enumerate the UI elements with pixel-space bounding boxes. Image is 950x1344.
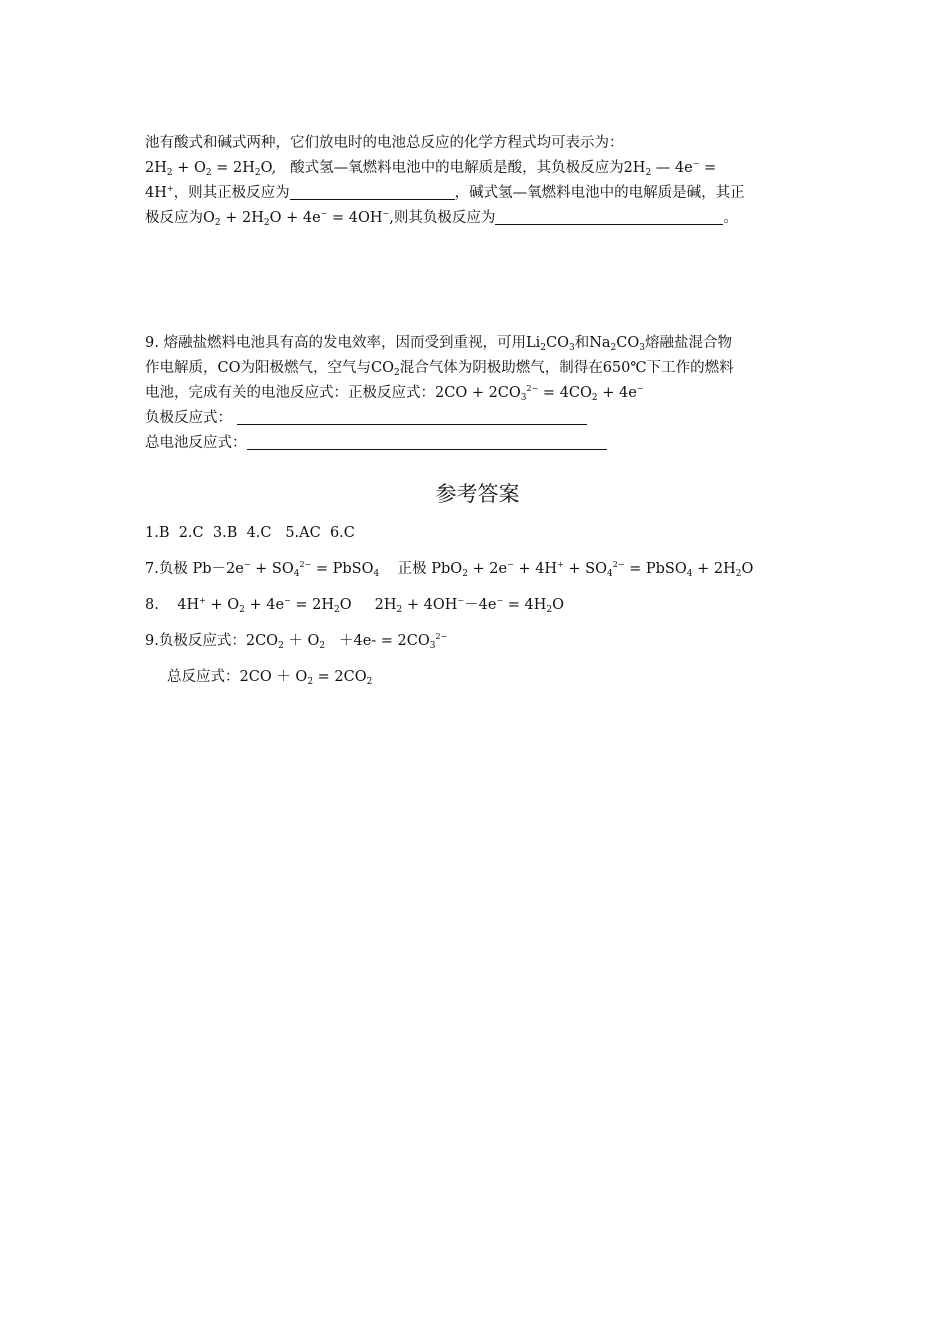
q9-total-line bbox=[145, 433, 607, 453]
q9-line3: 电池，完成有关的电池反应式：正极反应式：$2CO + 2CO_3^{2-} = 4CO_2 + 4e^-$ bbox=[145, 384, 644, 403]
q9-negative-line bbox=[145, 408, 587, 428]
a7-positive: 正极 bbox=[397, 561, 432, 577]
q8-intro: 池有酸式和碱式两种，它们放电时的电池总反应的化学方程式均可表示为： bbox=[145, 135, 624, 151]
answers-title: 参考答案 bbox=[435, 482, 520, 506]
q8-period: 。 bbox=[723, 210, 738, 226]
answers-line9: 9.负极反应式：$2CO_2 + O_2 +4e- = 2CO_3^{2-}$ bbox=[145, 632, 448, 651]
a7-prefix: 7.负极 bbox=[145, 561, 193, 577]
q8-alkaline-text: ，碱式氢—氧燃料电池中的电解质是碱，其正 bbox=[454, 185, 745, 201]
q9-line1-end: 熔融盐混合物 bbox=[644, 335, 732, 351]
q8-line4: 极反应为$O_2 + 2H_2O + 4e^- = 4OH^-$,则其负极反应为 。 bbox=[145, 209, 738, 228]
answers-line8: 8. $4H^+ + O_2 + 4e^- = 2H_2O$ $2H_2 + 4OH^--4e^- = 4H_2O$ bbox=[145, 596, 565, 615]
answer-blank-positive[interactable] bbox=[290, 185, 455, 200]
answers-line9-total: 总反应式：$2CO + O_2 = 2CO_2$ bbox=[167, 669, 373, 687]
answers-line1: 1.B 2.C 3.B 4.C 5.AC 6.C bbox=[145, 525, 355, 541]
q9-line1-text: 9. 熔融盐燃料电池具有高的发电效率，因而受到重视，可用 bbox=[145, 335, 526, 351]
q9-line2-end: 混合气体为阴极助燃气，制得在650℃下工作的燃料 bbox=[399, 360, 734, 376]
q9-line2-start: 作电解质，CO为阳极燃气，空气与 bbox=[145, 360, 371, 376]
a9-prefix: 9.负极反应式： bbox=[145, 633, 246, 649]
q8-acid-text: 酸式氢—氧燃料电池中的电解质是酸，其负极反应为 bbox=[290, 160, 624, 176]
q8-line3: 4H+，则其正极反应为 ，碱式氢—氧燃料电池中的电解质是碱，其正 bbox=[145, 184, 745, 201]
q8-then-negative: ,则其负极反应为 bbox=[389, 210, 496, 226]
q9-line3-text: 电池，完成有关的电池反应式：正极反应式： bbox=[145, 385, 435, 401]
answers-line7: 7.负极 $Pb-2e^- + SO_4^{2-}$ = PbSO$_4$ 正极 $PbO_2 + 2e^- + 4H^+ + SO_4^{2-}$ = PbSO$_4$ + $2H_2O$ bbox=[145, 560, 754, 579]
a8-prefix: 8. bbox=[145, 597, 159, 613]
q8-then-positive: ，则其正极反应为 bbox=[173, 185, 290, 201]
q8-positive-prefix: 极反应为 bbox=[145, 210, 203, 226]
q9-negative-label: 负极反应式： bbox=[145, 410, 232, 426]
q9-line2: 作电解质，CO为阳极燃气，空气与$CO_2$混合气体为阴极助燃气，制得在650℃下工作的燃料 bbox=[145, 360, 734, 378]
q8-line2: $2H_2 + O_2 = 2H_2O$, 酸式氢—氧燃料电池中的电解质是酸，其负极反应为$2H_2$ — 4e− = bbox=[145, 159, 717, 178]
q9-line1: 9. 熔融盐燃料电池具有高的发电效率，因而受到重视，可用$Li_2CO_3$和$Na_2CO_3$熔融盐混合物 bbox=[145, 335, 732, 353]
answer-blank-q9-total[interactable] bbox=[247, 435, 607, 450]
answer-blank-negative[interactable] bbox=[495, 210, 723, 225]
q9-total-label: 总电池反应式： bbox=[145, 435, 247, 451]
q9-and: 和 bbox=[574, 335, 590, 351]
a9-total-label: 总反应式： bbox=[167, 669, 240, 685]
answer-blank-q9-negative[interactable] bbox=[237, 410, 587, 425]
